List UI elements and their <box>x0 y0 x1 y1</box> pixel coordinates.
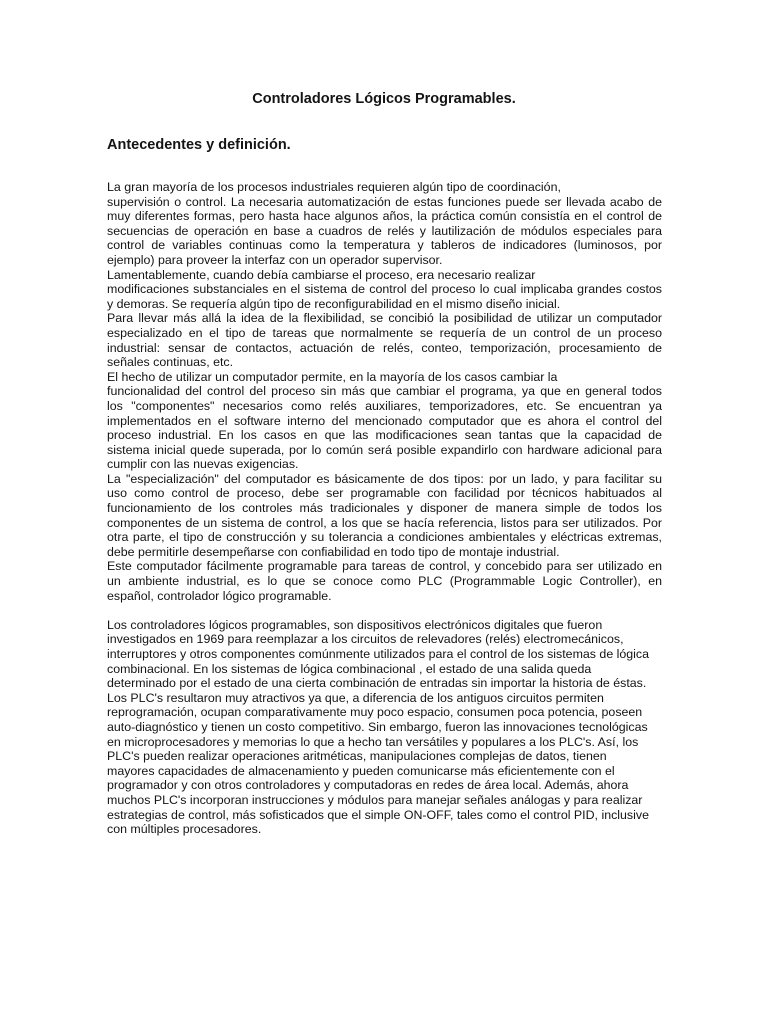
text-line: Este computador fácilmente programable para tareas de control, y concebido para ser utilizado en <box>107 559 662 574</box>
text-line: y demoras. Se requería algún tipo de reconfigurabilidad en el mismo diseño inicial. <box>107 296 561 311</box>
document-body <box>107 180 662 837</box>
text-line: reprogramación, ocupan comparativamente muy poco espacio, consumen poca potencia, poseen <box>107 705 643 720</box>
text-line: PLC's pueden realizar operaciones aritméticas, manipulaciones complejas de datos, tienen <box>107 749 607 764</box>
text-line: mayores capacidades de almacenamiento y pueden comunicarse más eficientemente con el <box>107 763 615 778</box>
text-line: modificaciones substanciales en el sistema de control del proceso lo cual implicaba grandes costos <box>107 282 662 297</box>
text-line: industrial: sensar de contactos, actuación de relés, conteo, temporización, procesamiento de <box>107 340 662 355</box>
text-line: secuencias de operación en base a cuadros de relés y lautilización de módulos especiales para <box>107 223 662 238</box>
text-line: español, controlador lógico programable. <box>107 588 332 603</box>
text-line: proceso industrial. En los casos en que las modificaciones sean tantas que la capacidad de <box>107 428 662 443</box>
text-line: señales continuas, etc. <box>107 355 234 370</box>
text-line: Los controladores lógicos programables, son dispositivos electrónicos digitales que fueron <box>107 617 603 632</box>
section-heading: Antecedentes y definición. <box>107 137 291 153</box>
text-line: funcionalidad del control del proceso sin más que cambiar el programa, ya que en general todos <box>107 384 662 399</box>
text-line: sistema inicial quede superada, por lo común será posible expandirlo con hardware adicional para <box>107 442 662 457</box>
text-line: interruptores y otros componentes comúnmente utilizados para el control de los sistemas de lógica <box>107 647 650 661</box>
text-line: La "especialización" del computador es básicamente de dos tipos: por un lado, y para facilitar su <box>107 471 662 486</box>
text-line: estrategias de control, más sofisticados que el simple ON-OFF, tales como el control PID, inclusive <box>107 807 649 822</box>
text-line: los "componentes" necesarios como relés auxiliares, temporizadores, etc. Se encuentran ya <box>107 398 662 413</box>
text-line: supervisión o control. La necesaria automatización de estas funciones puede ser llevada acabo de <box>107 194 662 209</box>
text-line: muy diferentes formas, pero hasta hace algunos años, la práctica común consistía en el control de <box>107 209 662 224</box>
text-line: Los PLC's resultaron muy atractivos ya que, a diferencia de los antiguos circuitos permiten <box>107 690 604 705</box>
text-line: componentes de un sistema de control, a los que se hacía referencia, listos para ser utilizados. Por <box>107 515 662 530</box>
text-line: La gran mayoría de los procesos industriales requieren algún tipo de coordinación, <box>107 180 561 194</box>
text-line: auto-diagnóstico y tienen un costo competitivo. Sin embargo, fueron las innovaciones tecnológicas <box>107 719 648 734</box>
text-line: combinacional. En los sistemas de lógica combinacional , el estado de una salida queda <box>107 661 592 676</box>
text-line: control de variables continuas como la temperatura y tableros de indicadores (luminosos, por <box>107 238 662 253</box>
text-line: en microprocesadores y memorias lo que a hecho tan versátiles y populares a los PLC's. Así, los <box>107 734 639 749</box>
text-line: otra parte, el tipo de construcción y su tolerancia a condiciones ambientales y eléctricas extremas, <box>107 530 662 545</box>
text-line: cumplir con las nuevas exigencias. <box>107 457 299 472</box>
text-line: Lamentablemente, cuando debía cambiarse el proceso, era necesario realizar <box>107 267 536 282</box>
text-line: uso como control de proceso, debe ser programable con facilidad por técnicos habituados al <box>107 486 662 501</box>
text-line: El hecho de utilizar un computador permite, en la mayoría de los casos cambiar la <box>107 369 558 384</box>
paragraph-gap <box>107 603 662 618</box>
text-line: funcionamiento de los controles más tradicionales y disponer de manera simple de todos los <box>107 501 662 516</box>
text-line: muchos PLC's incorporan instrucciones y módulos para manejar señales análogas y para realizar <box>107 792 643 807</box>
text-line: programador y con otros controladores y computadoras en redes de área local. Además, ahora <box>107 778 629 793</box>
text-line: determinado por el estado de una cierta combinación de entradas sin importar la historia de éstas. <box>107 676 647 691</box>
text-line: con múltiples procesadores. <box>107 822 262 837</box>
text-line: un ambiente industrial, es lo que se conoce como PLC (Programmable Logic Controller), en <box>107 574 662 589</box>
text-line: ejemplo) para proveer la interfaz con un operador supervisor. <box>107 252 443 267</box>
page-title: Controladores Lógicos Programables. <box>252 91 516 107</box>
text-line: especializado en el tipo de tareas que normalmente se requería de un control de un proceso <box>107 325 662 340</box>
text-line: Para llevar más allá la idea de la flexibilidad, se concibió la posibilidad de utilizar un computador <box>107 311 662 326</box>
text-line: implementados en el software interno del mencionado computador que es ahora el control del <box>107 413 662 428</box>
text-line: investigados en 1969 para reemplazar a los circuitos de relevadores (relés) electromecánicos, <box>107 632 624 647</box>
text-line: debe permitirle desempeñarse con confiabilidad en todo tipo de montaje industrial. <box>107 544 560 559</box>
